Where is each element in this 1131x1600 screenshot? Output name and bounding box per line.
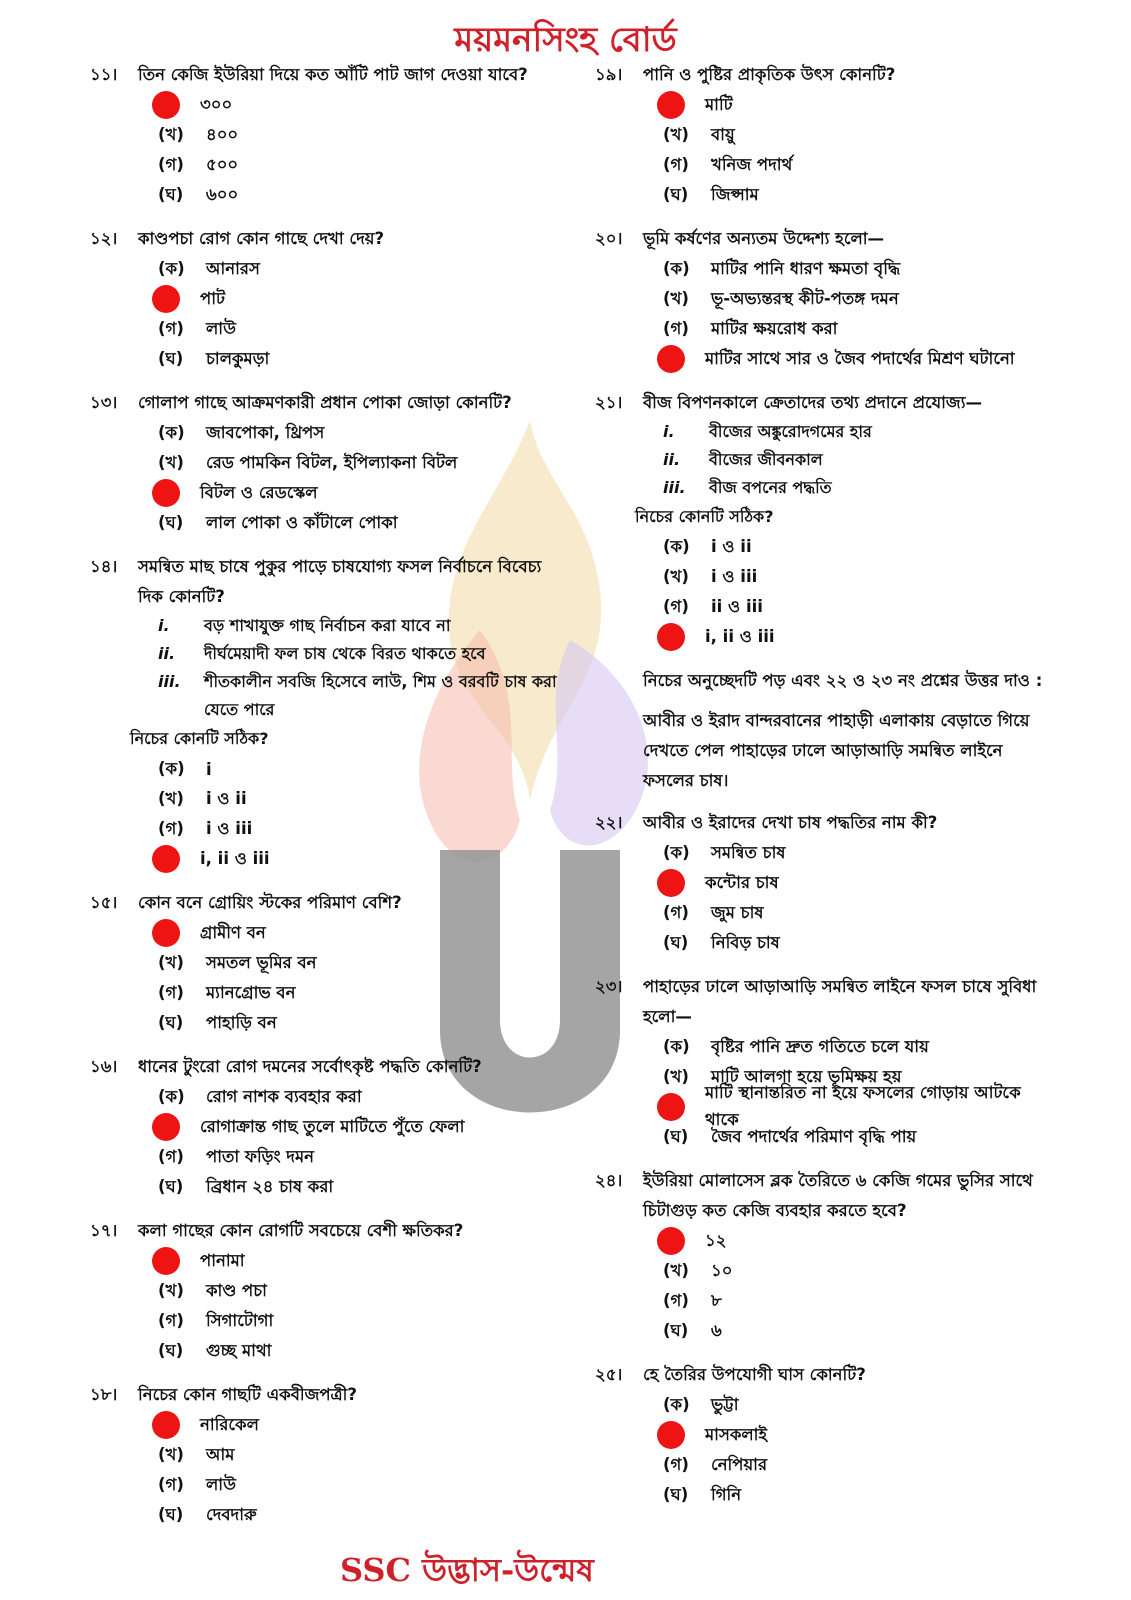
option-kha-correct[interactable]: কন্টোর চাষ: [595, 868, 1055, 898]
option-ga[interactable]: (গ) সিগাটোগা: [158, 1310, 274, 1330]
left-column: [90, 60, 560, 1544]
answer-mark-icon: [152, 91, 180, 119]
option-ka-correct[interactable]: নারিকেল: [90, 1410, 560, 1440]
option-ka[interactable]: (ক) মাটির পানি ধারণ ক্ষমতা বৃদ্ধি: [663, 258, 901, 278]
option-ga-correct[interactable]: মাটি স্থানান্তরিত না হয়ে ফসলের গোড়ায় আটকে থাকে: [595, 1092, 1055, 1122]
option-ka-correct[interactable]: গ্রামীণ বন: [90, 918, 560, 948]
question-number: ১৯।: [595, 65, 623, 84]
option-ga[interactable]: (গ) ৫০০: [158, 154, 239, 174]
option-ka[interactable]: (ক) ভুট্টা: [663, 1394, 739, 1414]
answer-mark-icon: [657, 1093, 685, 1121]
option-kha[interactable]: (খ) কাণ্ড পচা: [158, 1280, 267, 1300]
option-kha[interactable]: (খ) সমতল ভূমির বন: [158, 952, 317, 972]
option-ka[interactable]: (ক) i ও ii: [663, 536, 752, 556]
answer-mark-icon: [152, 479, 180, 507]
statement: iii. বীজ বপনের পদ্ধতি: [663, 478, 832, 497]
which-prompt: নিচের কোনটি সঠিক?: [130, 729, 269, 748]
option-ka[interactable]: (ক) i: [158, 758, 212, 779]
question-19: [595, 60, 1055, 210]
question-24: [595, 1166, 1055, 1346]
page-title: ময়মনসিংহ বোর্ড: [454, 20, 677, 60]
option-gha[interactable]: (ঘ) দেবদারু: [158, 1504, 257, 1524]
question-text: গোলাপ গাছে আক্রমণকারী প্রধান পোকা জোড়া কোনটি?: [138, 393, 512, 412]
option-ka-correct[interactable]: ১২: [595, 1226, 1055, 1256]
option-gha[interactable]: (ঘ) ৬০০: [158, 184, 239, 204]
answer-mark-icon: [657, 623, 685, 651]
question-number: ১৫।: [90, 893, 118, 912]
option-ga[interactable]: (গ) লাউ: [158, 1474, 236, 1494]
question-13: [90, 388, 560, 538]
option-gha-correct[interactable]: i, ii ও iii: [595, 622, 1055, 652]
question-text: পাহাড়ের ঢালে আড়াআড়ি সমন্বিত লাইনে ফসল চাষে সুবিধা হলো—: [643, 977, 1037, 1026]
question-number: ১৩।: [90, 393, 118, 412]
option-ga[interactable]: (গ) জুম চাষ: [663, 902, 764, 922]
question-20: [595, 224, 1055, 374]
answer-mark-icon: [152, 1113, 180, 1141]
option-kha[interactable]: (খ) বায়ু: [663, 124, 735, 144]
answer-mark-icon: [152, 285, 180, 313]
option-gha-correct[interactable]: i, ii ও iii: [90, 844, 560, 874]
option-kha[interactable]: (খ) ৪০০: [158, 124, 239, 144]
option-ga[interactable]: (গ) ৮: [663, 1290, 722, 1310]
question-text: ইউরিয়া মোলাসেস ব্লক তৈরিতে ৬ কেজি গমের ভুসির সাথে চিটাগুড় কত কেজি ব্যবহার করতে হবে?: [643, 1171, 1033, 1220]
option-ga[interactable]: (গ) মাটির ক্ষয়রোধ করা: [663, 318, 838, 338]
question-25: [595, 1360, 1055, 1510]
option-ka[interactable]: (ক) রোগ নাশক ব্যবহার করা: [158, 1086, 362, 1106]
option-gha[interactable]: (ঘ) জিপ্সাম: [663, 184, 759, 204]
option-gha[interactable]: (ঘ) চালকুমড়া: [158, 348, 270, 368]
answer-mark-icon: [657, 91, 685, 119]
question-number: ১২।: [90, 229, 118, 248]
passage-text: আবীর ও ইরাদ বান্দরবানের পাহাড়ী এলাকায় বেড়াতে গিয়ে দেখতে পেল পাহাড়ের ঢালে আড়াআড়ি সমন্বিত লাইনে ফসলের চাষ।: [643, 711, 1030, 790]
option-gha[interactable]: (ঘ) গিনি: [663, 1484, 742, 1504]
question-text: ভূমি কর্ষণের অন্যতম উদ্দেশ্য হলো—: [643, 229, 885, 248]
answer-mark-icon: [657, 345, 685, 373]
question-number: ১৬।: [90, 1057, 118, 1076]
right-column: [595, 60, 1055, 1524]
statement: ii. বীজের জীবনকাল: [663, 450, 823, 469]
option-ka-correct[interactable]: ৩০০: [90, 90, 560, 120]
option-kha[interactable]: (খ) রেড পামকিন বিটল, ইপিল্যাকনা বিটল: [158, 452, 458, 472]
question-text: সমন্বিত মাছ চাষে পুকুর পাড়ে চাষযোগ্য ফসল নির্বাচনে বিবেচ্য দিক কোনটি?: [138, 557, 542, 606]
question-text: কলা গাছের কোন রোগটি সবচেয়ে বেশী ক্ষতিকর?: [138, 1221, 464, 1240]
question-number: ১৮।: [90, 1385, 118, 1404]
option-gha[interactable]: (ঘ) পাহাড়ি বন: [158, 1012, 277, 1032]
option-kha-correct[interactable]: পাট: [90, 284, 560, 314]
question-number: ১১।: [90, 65, 118, 84]
option-ka[interactable]: (ক) সমন্বিত চাষ: [663, 842, 786, 862]
option-ga[interactable]: (গ) পাতা ফড়িং দমন: [158, 1146, 314, 1166]
question-text: তিন কেজি ইউরিয়া দিয়ে কত আঁটি পাট জাগ দেওয়া যাবে?: [138, 65, 528, 84]
question-number: ২১।: [595, 393, 623, 412]
option-kha[interactable]: (খ) ভূ-অভ্যন্তরস্থ কীট-পতঙ্গ দমন: [663, 288, 899, 308]
option-gha-correct[interactable]: মাটির সাথে সার ও জৈব পদার্থের মিশ্রণ ঘটানো: [595, 344, 1055, 374]
answer-mark-icon: [657, 1421, 685, 1449]
statement: i. বীজের অঙ্কুরোদগমের হার: [663, 422, 872, 441]
question-15: [90, 888, 560, 1038]
option-kha[interactable]: (খ) মাটি আলগা হয়ে ভূমিক্ষয় হয়: [663, 1066, 902, 1086]
option-kha[interactable]: (খ) আম: [158, 1444, 235, 1464]
option-ga-correct[interactable]: বিটল ও রেডস্কেল: [90, 478, 560, 508]
question-16: [90, 1052, 560, 1202]
option-ka[interactable]: (ক) জাবপোকা, থ্রিপস: [158, 422, 325, 442]
option-ga[interactable]: (গ) লাউ: [158, 318, 236, 338]
option-gha[interactable]: (ঘ) লাল পোকা ও কাঁটালে পোকা: [158, 512, 398, 532]
question-number: ২৫।: [595, 1365, 623, 1384]
answer-mark-icon: [657, 869, 685, 897]
question-17: [90, 1216, 560, 1366]
question-number: ২০।: [595, 229, 623, 248]
option-gha[interactable]: (ঘ) নিবিড় চাষ: [663, 932, 780, 952]
option-ga[interactable]: (গ) ii ও iii: [663, 596, 763, 616]
footer-brand: SSC উদ্ভাস-উন্মেষ: [340, 1551, 594, 1589]
option-ka-correct[interactable]: মাটি: [595, 90, 1055, 120]
option-ga[interactable]: (গ) খনিজ পদার্থ: [663, 154, 793, 174]
question-text: আবীর ও ইরাদের দেখা চাষ পদ্ধতির নাম কী?: [643, 813, 938, 832]
option-ga[interactable]: (গ) নেপিয়ার: [663, 1454, 768, 1474]
answer-mark-icon: [152, 1247, 180, 1275]
question-21: [595, 388, 1055, 652]
question-22: [595, 808, 1055, 958]
passage-intro: নিচের অনুচ্ছেদটি পড় এবং ২২ ও ২৩ নং প্রশ্নের উত্তর দাও :: [643, 671, 1043, 690]
option-ka[interactable]: (ক) আনারস: [158, 258, 260, 278]
question-text: ধানের টুংরো রোগ দমনের সর্বোৎকৃষ্ট পদ্ধতি কোনটি?: [138, 1057, 482, 1076]
question-text: কাণ্ডপচা রোগ কোন গাছে দেখা দেয়?: [138, 229, 385, 248]
statement: i. বড় শাখাযুক্ত গাছ নির্বাচন করা যাবে না: [158, 616, 451, 635]
option-kha[interactable]: (খ) i ও ii: [158, 788, 247, 808]
question-number: ১৪।: [90, 557, 118, 576]
question-number: ১৭।: [90, 1221, 118, 1240]
option-ga[interactable]: (গ) ম্যানগ্রোভ বন: [158, 982, 296, 1002]
question-11: [90, 60, 560, 210]
option-kha[interactable]: (খ) ১০: [663, 1260, 733, 1280]
option-kha[interactable]: (খ) i ও iii: [663, 566, 758, 586]
question-text: কোন বনে গ্রোয়িং স্টকের পরিমাণ বেশি?: [138, 893, 402, 912]
question-text: হে তৈরির উপযোগী ঘাস কোনটি?: [643, 1365, 866, 1384]
question-text: বীজ বিপণনকালে ক্রেতাদের তথ্য প্রদানে প্রযোজ্য—: [643, 393, 982, 412]
option-gha[interactable]: (ঘ) ব্রিধান ২৪ চাষ করা: [158, 1176, 334, 1196]
question-14: [90, 552, 560, 874]
option-ga[interactable]: (গ) i ও iii: [158, 818, 253, 838]
option-ka-correct[interactable]: পানামা: [90, 1246, 560, 1276]
question-number: ২৪।: [595, 1171, 623, 1190]
question-number: ২২।: [595, 813, 623, 832]
question-number: ২৩।: [595, 977, 623, 996]
which-prompt: নিচের কোনটি সঠিক?: [635, 507, 774, 526]
question-23: [595, 972, 1055, 1152]
answer-mark-icon: [152, 919, 180, 947]
option-kha-correct[interactable]: রোগাক্রান্ত গাছ তুলে মাটিতে পুঁতে ফেলা: [90, 1112, 560, 1142]
answer-mark-icon: [657, 1227, 685, 1255]
question-text: পানি ও পুষ্টির প্রাকৃতিক উৎস কোনটি?: [643, 65, 896, 84]
question-12: [90, 224, 560, 374]
option-gha[interactable]: (ঘ) গুচ্ছ মাথা: [158, 1340, 272, 1360]
option-ka[interactable]: (ক) বৃষ্টির পানি দ্রুত গতিতে চলে যায়: [663, 1036, 929, 1056]
question-text: নিচের কোন গাছটি একবীজপত্রী?: [138, 1385, 357, 1404]
question-18: [90, 1380, 560, 1530]
option-kha-correct[interactable]: মাসকলাই: [595, 1420, 1055, 1450]
answer-mark-icon: [152, 845, 180, 873]
answer-mark-icon: [152, 1411, 180, 1439]
statement: ii. দীর্ঘমেয়াদী ফল চাষ থেকে বিরত থাকতে হবে: [158, 644, 486, 663]
statement: iii. শীতকালীন সবজি হিসেবে লাউ, শিম ও বরবটি চাষ করা যেতে পারে: [158, 672, 557, 719]
option-gha[interactable]: (ঘ) জৈব পদার্থের পরিমাণ বৃদ্ধি পায়: [663, 1126, 917, 1146]
option-gha[interactable]: (ঘ) ৬: [663, 1320, 722, 1340]
